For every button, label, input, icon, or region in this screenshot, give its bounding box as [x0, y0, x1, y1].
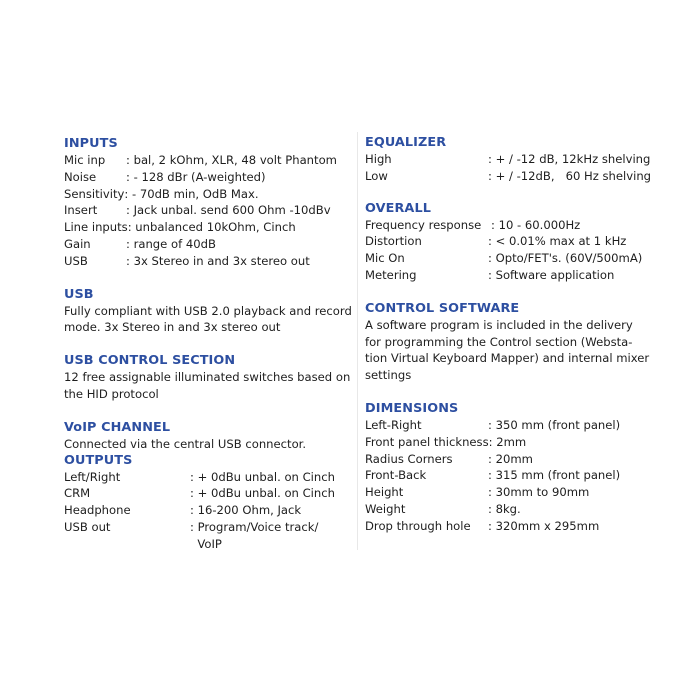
- equalizer-heading: EQUALIZER: [365, 135, 447, 150]
- spec-row: [365, 233, 665, 250]
- spec-value: : 2mm: [488, 434, 527, 449]
- spec-row: [64, 519, 354, 536]
- usb-control-section: [64, 353, 354, 403]
- spec-key: Drop through hole: [365, 518, 471, 533]
- spec-value: : Jack unbal. send 600 Ohm -10dBv: [126, 203, 331, 218]
- spec-key: Line inputs: [64, 220, 128, 235]
- spec-value: : bal, 2 kOhm, XLR, 48 volt Phantom: [126, 153, 337, 167]
- spec-row: [365, 267, 665, 284]
- spec-value: : 16-200 Ohm, Jack: [190, 503, 302, 518]
- voip-section: [64, 420, 354, 453]
- spec-key: USB out: [64, 519, 111, 534]
- spec-row: [365, 168, 665, 185]
- spec-row: [365, 467, 665, 484]
- spec-row: [64, 502, 354, 519]
- column-divider: [357, 132, 358, 550]
- spec-key: USB: [64, 253, 88, 268]
- usb-text-line: mode. 3x Stereo in and 3x stereo out: [64, 320, 281, 335]
- control-software-text-line: A software program is included in the delivery: [365, 317, 633, 332]
- equalizer-section: [365, 135, 665, 185]
- inputs-heading: INPUTS: [64, 136, 118, 151]
- usb-heading: USB: [64, 286, 94, 302]
- spec-row: [64, 152, 354, 169]
- control-software-heading: CONTROL SOFTWARE: [365, 300, 520, 316]
- spec-row: [365, 250, 665, 267]
- usb-section: [64, 287, 354, 337]
- spec-key: Mic On: [365, 251, 405, 266]
- control-software-section: [365, 301, 665, 384]
- control-software-text-line: settings: [365, 368, 412, 383]
- spec-key: Headphone: [64, 503, 131, 518]
- spec-row: [64, 186, 354, 203]
- spec-key: Mic inp: [64, 153, 106, 167]
- spec-key: Metering: [365, 267, 417, 282]
- spec-row: [365, 518, 665, 535]
- spec-row: [64, 169, 354, 186]
- spec-key: Front-Back: [365, 468, 427, 483]
- spec-value: : 30mm to 90mm: [488, 485, 590, 500]
- left-column: [64, 136, 354, 553]
- spec-row: [64, 236, 354, 253]
- spec-value: : 8kg.: [488, 501, 521, 516]
- right-column: [365, 135, 665, 535]
- spec-value: : 10 - 60.000Hz: [491, 217, 581, 232]
- spec-key: Frequency response: [365, 217, 482, 232]
- spec-key: Insert: [64, 203, 98, 218]
- spec-row: [365, 501, 665, 518]
- spec-value: : Program/Voice track/: [190, 519, 319, 534]
- spec-row: [64, 536, 354, 553]
- dimensions-heading: DIMENSIONS: [365, 400, 459, 416]
- spec-key: High: [365, 152, 392, 166]
- spec-value: : - 128 dBr (A-weighted): [126, 169, 266, 184]
- spec-row: [64, 469, 354, 486]
- spec-value: : 3x Stereo in and 3x stereo out: [126, 253, 310, 268]
- spec-key: Left/Right: [64, 469, 121, 484]
- voip-text-line: Connected via the central USB connector.: [64, 436, 307, 451]
- spec-value: : 20mm: [488, 451, 533, 466]
- spec-key: CRM: [64, 486, 91, 501]
- spec-value: : + / -12dB, 60 Hz shelving: [488, 168, 652, 183]
- spec-key: [64, 536, 190, 553]
- spec-key: Gain: [64, 236, 91, 251]
- usb-control-text-line: 12 free assignable illuminated switches based on: [64, 370, 351, 385]
- spec-key: Height: [365, 485, 404, 500]
- spec-value: : + 0dBu unbal. on Cinch: [190, 486, 335, 501]
- spec-value: : 315 mm (front panel): [488, 468, 621, 483]
- spec-row: [64, 202, 354, 219]
- spec-value: : + 0dBu unbal. on Cinch: [190, 469, 335, 484]
- control-software-text-line: for programming the Control section (Websta-: [365, 334, 633, 349]
- spec-row: [64, 219, 354, 236]
- spec-key: Left-Right: [365, 417, 422, 432]
- spec-value: : + / -12 dB, 12kHz shelving: [488, 152, 651, 166]
- spec-value: VoIP: [190, 536, 222, 551]
- spec-row: [365, 451, 665, 468]
- control-software-text-line: tion Virtual Keyboard Mapper) and internal mixer: [365, 351, 650, 366]
- spec-key: Distortion: [365, 234, 422, 249]
- spec-value: : - 70dB min, OdB Max.: [124, 186, 259, 201]
- spec-value: : Opto/FET's. (60V/500mA): [488, 251, 643, 266]
- spec-row: [365, 434, 665, 451]
- spec-value: : 320mm x 295mm: [488, 518, 600, 533]
- spec-value: : < 0.01% max at 1 kHz: [488, 234, 627, 249]
- spec-key: Noise: [64, 169, 97, 184]
- spec-key: Sensitivity: [64, 186, 125, 201]
- spec-row: [365, 217, 665, 234]
- usb-control-heading: USB CONTROL SECTION: [64, 353, 236, 369]
- outputs-heading: OUTPUTS: [64, 452, 133, 468]
- usb-control-text-line: the HID protocol: [64, 386, 159, 401]
- spec-key: Front panel thickness: [365, 434, 489, 449]
- spec-row: [365, 417, 665, 434]
- spec-row: [365, 151, 665, 168]
- inputs-section: [64, 136, 354, 270]
- spec-value: : Software application: [488, 267, 615, 282]
- dimensions-section: [365, 401, 665, 535]
- spec-row: [64, 253, 354, 270]
- spec-row: [365, 484, 665, 501]
- spec-key: Weight: [365, 501, 406, 516]
- usb-text-line: Fully compliant with USB 2.0 playback and record: [64, 303, 352, 318]
- spec-value: : range of 40dB: [126, 236, 216, 251]
- overall-section: [365, 201, 665, 284]
- spec-value: : unbalanced 10kOhm, Cinch: [127, 220, 296, 235]
- spec-row: [64, 485, 354, 502]
- overall-heading: OVERALL: [365, 200, 431, 216]
- outputs-section: [64, 453, 354, 553]
- spec-key: Radius Corners: [365, 451, 453, 466]
- voip-heading: VoIP CHANNEL: [64, 419, 171, 435]
- spec-key: Low: [365, 168, 388, 183]
- spec-value: : 350 mm (front panel): [488, 417, 621, 432]
